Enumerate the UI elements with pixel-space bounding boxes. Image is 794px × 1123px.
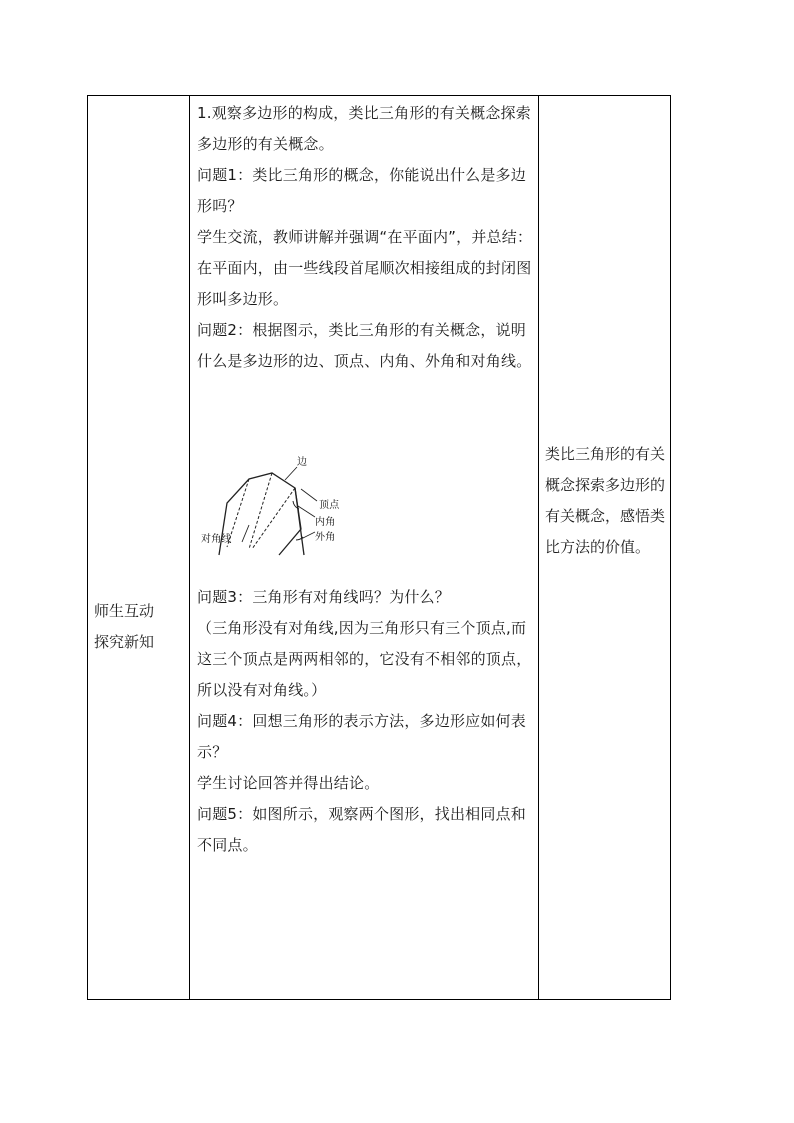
- question-4-answer: 学生讨论回答并得出结论。: [197, 774, 380, 792]
- question-1: 问题1：类比三角形的概念，你能说出什么是多边形吗？: [197, 166, 526, 215]
- stage-column: [88, 96, 190, 999]
- lesson-table: [87, 95, 671, 1000]
- design-intent-column: [539, 96, 670, 999]
- question-3-answer: （三角形没有对角线,因为三角形只有三个顶点,而这三个顶点是两两相邻的，它没有不相邻的顶点，所以没有对角线。）: [197, 619, 532, 699]
- vertex-label: 顶点: [319, 500, 340, 511]
- edge-leader: [285, 467, 297, 480]
- exterior-angle-leader: [301, 532, 315, 539]
- paragraph-intro: 1.观察多边形的构成，类比三角形的有关概念探索多边形的有关概念。: [197, 104, 531, 153]
- interior-angle-label: 内角: [315, 517, 336, 528]
- question-5: 问题5：如图所示，观察两个图形，找出相同点和不同点。: [197, 805, 526, 854]
- diagonal-leader: [242, 525, 249, 542]
- exterior-angle-label: 外角: [315, 532, 336, 543]
- question-2: 问题2：根据图示，类比三角形的有关概念，说明什么是多边形的边、顶点、内角、外角和对角线。: [197, 321, 532, 370]
- diagonal-label: 对角线: [201, 534, 232, 545]
- polygon-diagram: [197, 377, 377, 582]
- interior-angle-leader: [298, 506, 315, 517]
- stage-label-line2: 探究新知: [94, 633, 155, 651]
- design-intent-note: [545, 439, 667, 563]
- question-4: 问题4：回想三角形的表示方法，多边形应如何表示？: [197, 712, 526, 761]
- stage-label-line1: 师生互动: [94, 602, 155, 620]
- edge-label: 边: [297, 457, 308, 468]
- question-3: 问题3：三角形有对角线吗？为什么？: [197, 588, 450, 606]
- design-intent-text: 类比三角形的有关概念探索多边形的有关概念，感悟类比方法的价值。: [545, 445, 666, 556]
- activity-column: [190, 96, 539, 999]
- discussion-summary: 学生交流，教师讲解并强调“在平面内”，并总结：在平面内，由一些线段首尾顺次相接组成的封闭图形叫多边形。: [197, 228, 533, 308]
- vertex-leader: [301, 489, 317, 501]
- polygon-figure: [197, 377, 535, 582]
- stage-label: [94, 596, 154, 658]
- activity-content: [197, 98, 535, 861]
- extended-side: [295, 488, 304, 555]
